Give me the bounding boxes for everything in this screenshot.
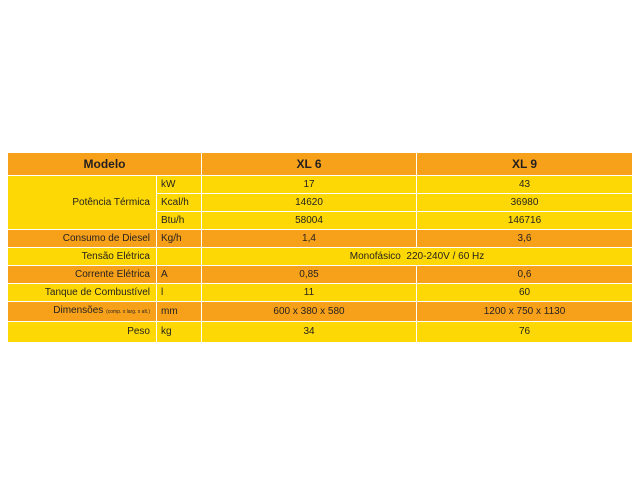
unit-cell: A [157, 266, 202, 284]
xl9-value: 1200 x 750 x 1130 [417, 302, 633, 322]
xl6-value: 34 [202, 322, 417, 343]
table-row [8, 176, 633, 194]
xl9-value: 43 [417, 176, 633, 194]
unit-cell: Kg/h [157, 230, 202, 248]
table-row [8, 322, 633, 343]
xl9-value: 3,6 [417, 230, 633, 248]
xl6-value: 17 [202, 176, 417, 194]
dimensoes-label-cell [8, 302, 157, 322]
xl6-value: 0,85 [202, 266, 417, 284]
unit-cell [157, 248, 202, 266]
xl9-header: XL 9 [417, 153, 633, 176]
unit-cell: Btu/h [157, 212, 202, 230]
tensao-value: Monofásico 220-240V / 60 Hz [202, 248, 633, 266]
tensao-label: Tensão Elétrica [8, 248, 157, 266]
table-row [8, 284, 633, 302]
unit-cell: kW [157, 176, 202, 194]
table-row [8, 266, 633, 284]
potencia-label: Potência Térmica [8, 176, 157, 230]
unit-cell: l [157, 284, 202, 302]
xl9-value: 60 [417, 284, 633, 302]
xl6-value: 11 [202, 284, 417, 302]
table-row [8, 230, 633, 248]
dimensoes-sublabel: (comp. x larg. x alt.) [106, 309, 150, 315]
table-row [8, 302, 633, 322]
spec-table [7, 152, 633, 343]
xl9-value: 146716 [417, 212, 633, 230]
xl6-value: 600 x 380 x 580 [202, 302, 417, 322]
peso-label: Peso [8, 322, 157, 343]
xl6-value: 14620 [202, 194, 417, 212]
xl9-value: 0,6 [417, 266, 633, 284]
xl9-value: 36980 [417, 194, 633, 212]
dimensoes-label: Dimensões [53, 305, 104, 316]
model-header: Modelo [8, 153, 202, 176]
xl9-value: 76 [417, 322, 633, 343]
table-row [8, 248, 633, 266]
unit-cell: Kcal/h [157, 194, 202, 212]
header-row [8, 153, 633, 176]
xl6-value: 58004 [202, 212, 417, 230]
xl6-header: XL 6 [202, 153, 417, 176]
xl6-value: 1,4 [202, 230, 417, 248]
unit-cell: kg [157, 322, 202, 343]
tanque-label: Tanque de Combustível [8, 284, 157, 302]
unit-cell: mm [157, 302, 202, 322]
consumo-label: Consumo de Diesel [8, 230, 157, 248]
corrente-label: Corrente Elétrica [8, 266, 157, 284]
